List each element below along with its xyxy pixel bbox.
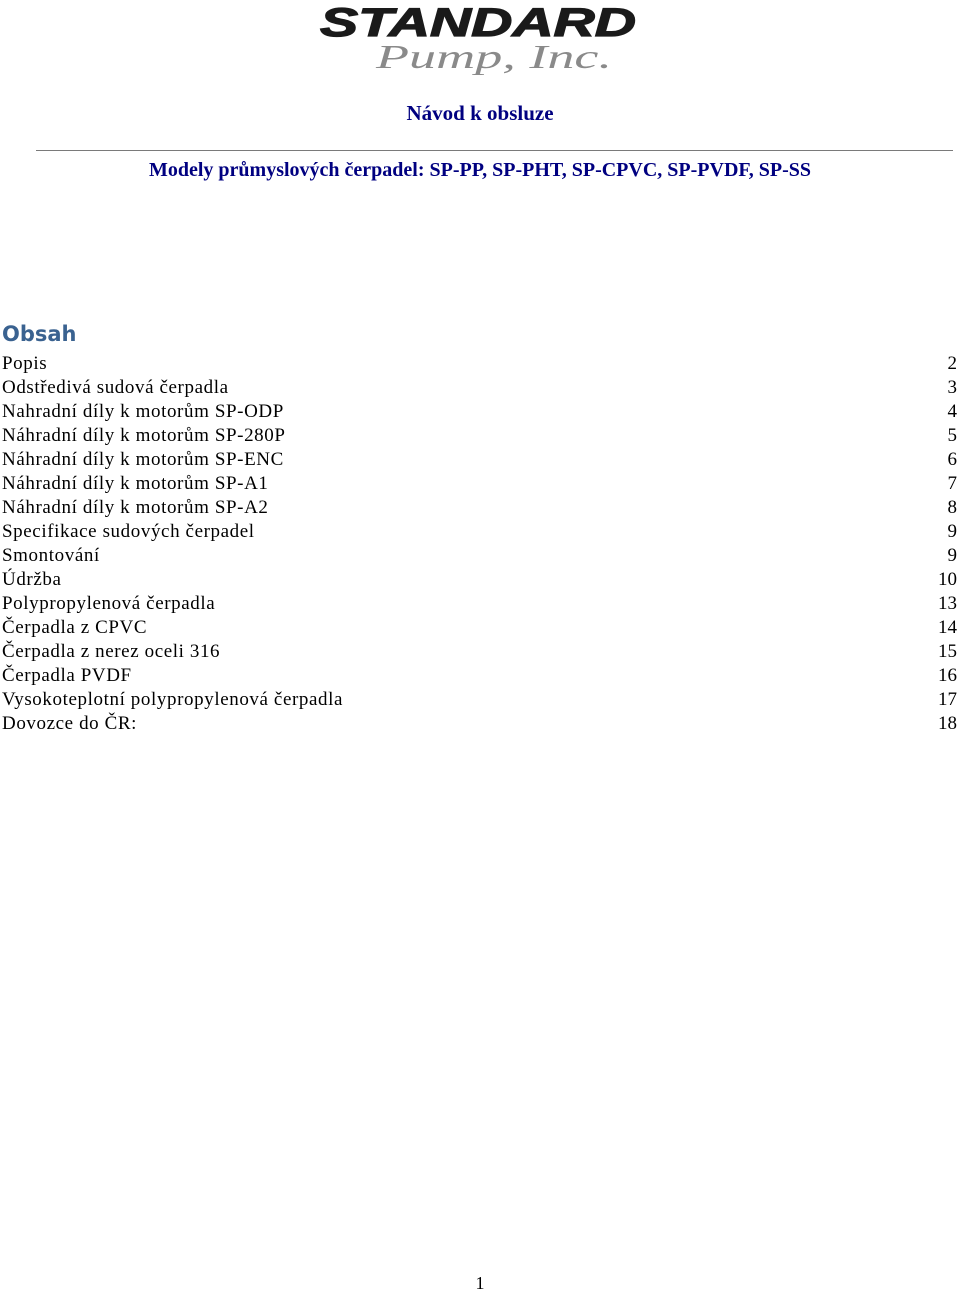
toc-entry[interactable]	[0, 472, 960, 496]
toc-entry-page: 16	[938, 665, 957, 686]
toc-entry-page: 4	[947, 401, 957, 422]
title-divider	[36, 150, 953, 151]
toc-entry-label: Čerpadla z CPVC	[2, 617, 148, 638]
toc-entry-label: Odstředivá sudová čerpadla	[2, 377, 229, 398]
toc-entry[interactable]	[0, 592, 960, 616]
toc-entry-label: Polypropylenová čerpadla	[2, 593, 216, 614]
toc-entry-label: Náhradní díly k motorům SP-280P	[2, 425, 286, 446]
toc-entry-page: 7	[947, 473, 957, 494]
toc-entry[interactable]	[0, 664, 960, 688]
toc-entry-page: 2	[947, 353, 957, 374]
toc-entry[interactable]	[0, 424, 960, 448]
toc-entry[interactable]	[0, 640, 960, 664]
toc-entry[interactable]	[0, 688, 960, 712]
toc-entry-label: Čerpadla z nerez oceli 316	[2, 641, 221, 662]
page-number: 1	[475, 1273, 485, 1293]
toc-entry-page: 17	[938, 689, 957, 710]
toc-entry-page: 18	[938, 713, 957, 734]
toc-entry-label: Náhradní díly k motorům SP-A2	[2, 497, 269, 518]
toc-entry-label: Smontování	[2, 545, 100, 566]
standard-pump-logo	[318, 2, 638, 78]
toc-entry-page: 5	[947, 425, 957, 446]
toc-entry-label: Dovozce do ČR:	[2, 713, 138, 734]
toc-entry[interactable]	[0, 520, 960, 544]
toc-entry[interactable]	[0, 376, 960, 400]
toc-entry-label: Nahradní díly k motorům SP-ODP	[2, 401, 284, 422]
toc-entry-page: 10	[938, 569, 957, 590]
toc-entry-label: Popis	[2, 353, 48, 374]
toc-entry-page: 6	[947, 449, 957, 470]
toc-entry[interactable]	[0, 496, 960, 520]
toc-entry-label: Vysokoteplotní polypropylenová čerpadla	[2, 689, 344, 710]
svg-text:Pump, Inc.: Pump, Inc.	[374, 39, 612, 76]
toc-entry-label: Údržba	[2, 569, 62, 590]
toc-entry-page: 14	[938, 617, 957, 638]
toc-entry[interactable]	[0, 544, 960, 568]
toc-entry-page: 8	[947, 497, 957, 518]
toc-entry-label: Náhradní díly k motorům SP-ENC	[2, 449, 284, 470]
toc-entry[interactable]	[0, 400, 960, 424]
toc-entry-label: Náhradní díly k motorům SP-A1	[2, 473, 269, 494]
toc-entry-label: Specifikace sudových čerpadel	[2, 521, 255, 542]
toc-entry-label: Čerpadla PVDF	[2, 665, 132, 686]
svg-text:STANDARD: STANDARD	[320, 2, 636, 45]
toc-entry[interactable]	[0, 448, 960, 472]
toc-entry-page: 9	[947, 521, 957, 542]
toc-entry[interactable]	[0, 568, 960, 592]
toc-entry-page: 15	[938, 641, 957, 662]
table-of-contents	[0, 352, 960, 736]
toc-entry[interactable]	[0, 352, 960, 376]
toc-entry-page: 13	[938, 593, 957, 614]
document-subtitle: Modely průmyslových čerpadel: SP-PP, SP-PHT, SP-CPVC, SP-PVDF, SP-SS	[148, 159, 812, 181]
toc-entry-page: 9	[947, 545, 957, 566]
toc-entry-page: 3	[947, 377, 957, 398]
toc-entry[interactable]	[0, 616, 960, 640]
toc-heading: Obsah	[2, 322, 77, 346]
toc-entry[interactable]	[0, 712, 960, 736]
document-title: Návod k obsluze	[406, 101, 554, 125]
